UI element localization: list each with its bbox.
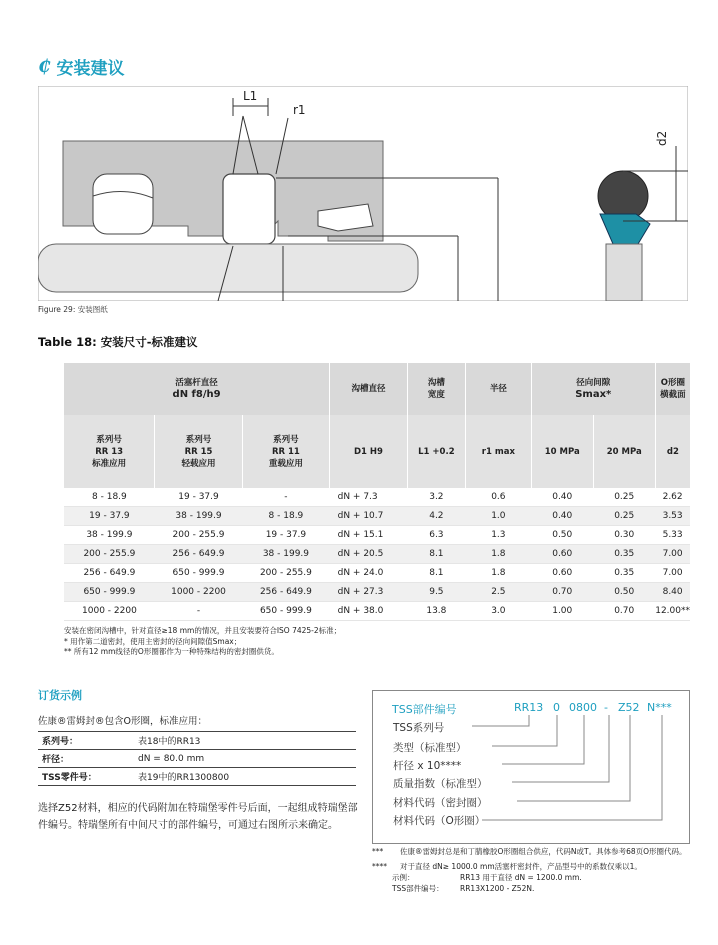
table-cell: 0.70 bbox=[531, 583, 593, 602]
table-cell: 0.35 bbox=[593, 545, 655, 564]
table-cell: dN + 27.3 bbox=[330, 583, 408, 602]
footnote-2: 对于直径 dN≥ 1000.0 mm活塞杆密封件，产品型号中的系数仅乘以1。 bbox=[400, 862, 642, 871]
code-quality: - bbox=[604, 701, 608, 714]
table-cell: 19 - 37.9 bbox=[64, 507, 155, 526]
order-value: dN = 80.0 mm bbox=[134, 750, 356, 768]
table-cell: 0.6 bbox=[465, 488, 531, 507]
table-cell: 0.60 bbox=[531, 545, 593, 564]
col-oring: O形圈 横截面 bbox=[655, 363, 690, 415]
table-cell: 0.60 bbox=[531, 564, 593, 583]
partno-item-diameter: 杆径 x 10**** bbox=[393, 760, 462, 772]
footnote-1: 佐康®雷姆封总是和丁腈橡胶O形圈组合供应，代码N或T。具体参考68页O形圈代码。 bbox=[400, 847, 687, 856]
table-row bbox=[64, 545, 690, 564]
rod-group-sub: dN f8/h9 bbox=[172, 389, 221, 400]
col-20mpa: 20 MPa bbox=[593, 415, 655, 488]
code-series: RR13 bbox=[514, 701, 544, 714]
example-partno-key: TSS部件编号： bbox=[392, 884, 444, 893]
table-cell: 8 - 18.9 bbox=[64, 488, 155, 507]
col-radius: 半径 bbox=[465, 363, 531, 415]
col-l1: L1 +0.2 bbox=[407, 415, 465, 488]
table-cell: 0.50 bbox=[593, 583, 655, 602]
order-example-table bbox=[38, 731, 356, 786]
table-cell: 9.5 bbox=[407, 583, 465, 602]
col-10mpa: 10 MPa bbox=[531, 415, 593, 488]
table-cell: 256 - 649.9 bbox=[155, 545, 242, 564]
col-r1max: r1 max bbox=[465, 415, 531, 488]
table-cell: 6.3 bbox=[407, 526, 465, 545]
table-cell: 19 - 37.9 bbox=[155, 488, 242, 507]
table-cell: 38 - 199.9 bbox=[64, 526, 155, 545]
table-cell: dN + 7.3 bbox=[330, 488, 408, 507]
table-cell: 4.2 bbox=[407, 507, 465, 526]
table-cell: 1.0 bbox=[465, 507, 531, 526]
table-cell: 2.5 bbox=[465, 583, 531, 602]
table-cell: 256 - 649.9 bbox=[242, 583, 329, 602]
table-row bbox=[64, 488, 690, 507]
table-cell: 650 - 999.9 bbox=[242, 602, 329, 621]
col-rr11: 系列号 RR 11 重载应用 bbox=[242, 415, 329, 488]
table-cell: 0.30 bbox=[593, 526, 655, 545]
table-row bbox=[64, 602, 690, 621]
col-groove-diameter: 沟槽直径 bbox=[330, 363, 408, 415]
col-rr13: 系列号 RR 13 标准应用 bbox=[64, 415, 155, 488]
table-cell: 3.53 bbox=[655, 507, 690, 526]
table-row bbox=[64, 507, 690, 526]
table-cell: 0.25 bbox=[593, 507, 655, 526]
order-key: 系列号： bbox=[38, 732, 134, 750]
radial-gap-label: 径向间隙 bbox=[576, 378, 611, 388]
col-group-radial-gap bbox=[531, 363, 655, 415]
order-row bbox=[38, 732, 356, 750]
note-3: ** 所有12 mm线径的O形圈都作为一种特殊结构的密封圈供货。 bbox=[64, 647, 279, 656]
col-rr15: 系列号 RR 15 轻载应用 bbox=[155, 415, 242, 488]
partno-item-seal-material: 材料代码（密封圈） bbox=[393, 797, 488, 809]
table-cell: 1000 - 2200 bbox=[155, 583, 242, 602]
order-value: 表19中的RR1300800 bbox=[134, 768, 356, 786]
table-cell: 5.33 bbox=[655, 526, 690, 545]
partno-item-series: TSS系列号 bbox=[393, 722, 445, 734]
table-title: Table 18: 安装尺寸-标准建议 bbox=[38, 335, 198, 349]
order-row bbox=[38, 768, 356, 786]
code-seal-material: Z52 bbox=[618, 701, 640, 714]
table-cell: - bbox=[242, 488, 329, 507]
table-cell: 200 - 255.9 bbox=[64, 545, 155, 564]
example-partno-value: RR13X1200 - Z52N. bbox=[460, 884, 535, 893]
table-cell: 8.1 bbox=[407, 545, 465, 564]
table-cell: 12.00** bbox=[655, 602, 690, 621]
table-cell: dN + 24.0 bbox=[330, 564, 408, 583]
table-cell: dN + 15.1 bbox=[330, 526, 408, 545]
table-cell: 0.35 bbox=[593, 564, 655, 583]
table-cell: - bbox=[155, 602, 242, 621]
order-value: 表18中的RR13 bbox=[134, 732, 356, 750]
table-cell: 0.70 bbox=[593, 602, 655, 621]
code-type: 0 bbox=[553, 701, 560, 714]
order-example-intro: 佐康®雷姆封®包含O形圈，标准应用： bbox=[38, 716, 207, 727]
rod-group-label: 活塞杆直径 bbox=[175, 378, 218, 388]
note-2: * 用作第二道密封，使用主密封的径向间隙值Smax； bbox=[64, 636, 242, 646]
table-cell: 8 - 18.9 bbox=[242, 507, 329, 526]
order-row bbox=[38, 750, 356, 768]
table-cell: 1.8 bbox=[465, 545, 531, 564]
footnote-mark: *** bbox=[372, 847, 384, 856]
section-title bbox=[38, 54, 125, 79]
label-r1: r1 bbox=[293, 103, 306, 117]
example-key: 示例： bbox=[392, 873, 415, 882]
figure-caption: Figure 29: 安装图纸 bbox=[38, 305, 108, 314]
table-cell: 1.3 bbox=[465, 526, 531, 545]
order-example-title: 订货示例 bbox=[38, 689, 82, 702]
order-key: 杆径： bbox=[38, 750, 134, 768]
col-d1: D1 H9 bbox=[330, 415, 408, 488]
table-cell: 2.62 bbox=[655, 488, 690, 507]
partno-item-type: 类型（标准型） bbox=[393, 742, 467, 754]
table-cell: 0.50 bbox=[531, 526, 593, 545]
brand-mark-icon: ₵ bbox=[38, 56, 51, 77]
col-d2: d2 bbox=[655, 415, 690, 488]
col-groove-width: 沟槽 宽度 bbox=[407, 363, 465, 415]
table-cell: dN + 10.7 bbox=[330, 507, 408, 526]
table-cell: 200 - 255.9 bbox=[242, 564, 329, 583]
installation-dimensions-table bbox=[64, 363, 690, 621]
table-cell: 38 - 199.9 bbox=[242, 545, 329, 564]
table-cell: 7.00 bbox=[655, 564, 690, 583]
radial-gap-sub: Smax* bbox=[575, 389, 612, 400]
table-cell: 7.00 bbox=[655, 545, 690, 564]
table-notes bbox=[64, 626, 341, 658]
table-row bbox=[64, 583, 690, 602]
order-key: TSS零件号： bbox=[38, 768, 134, 786]
table-cell: dN + 20.5 bbox=[330, 545, 408, 564]
table-cell: 0.40 bbox=[531, 507, 593, 526]
table-row bbox=[64, 526, 690, 545]
table-cell: 38 - 199.9 bbox=[155, 507, 242, 526]
table-cell: 8.1 bbox=[407, 564, 465, 583]
code-diameter: 0800 bbox=[569, 701, 597, 714]
table-row bbox=[64, 564, 690, 583]
table-cell: 3.2 bbox=[407, 488, 465, 507]
table-cell: 650 - 999.9 bbox=[64, 583, 155, 602]
table-cell: 1.00 bbox=[531, 602, 593, 621]
partno-item-quality: 质量指数（标准型） bbox=[393, 778, 488, 790]
table-cell: 200 - 255.9 bbox=[155, 526, 242, 545]
table-cell: 8.40 bbox=[655, 583, 690, 602]
col-group-rod-diameter bbox=[64, 363, 330, 415]
table-cell: 256 - 649.9 bbox=[64, 564, 155, 583]
label-L1: L1 bbox=[243, 89, 258, 103]
table-cell: 0.40 bbox=[531, 488, 593, 507]
order-description: 选择Z52材料，相应的代码附加在特瑞堡零件号后面，一起组成特瑞堡部件编号。特瑞堡所有中间尺寸的部件编号，可通过右图所示来确定。 bbox=[38, 803, 358, 831]
part-number-label: TSS部件编号 bbox=[392, 703, 457, 716]
table-cell: 1.8 bbox=[465, 564, 531, 583]
table-cell: 650 - 999.9 bbox=[155, 564, 242, 583]
table-cell: 0.25 bbox=[593, 488, 655, 507]
note-1: 安装在密闭沟槽中，针对直径≥18 mm的情况，并且安装要符合ISO 7425-2标准； bbox=[64, 626, 342, 635]
table-cell: 13.8 bbox=[407, 602, 465, 621]
footnote-mark: **** bbox=[372, 862, 387, 871]
table-cell: dN + 38.0 bbox=[330, 602, 408, 621]
partno-item-oring-material: 材料代码（O形圈） bbox=[393, 815, 486, 827]
table-cell: 1000 - 2200 bbox=[64, 602, 155, 621]
installation-drawing bbox=[38, 86, 688, 301]
footnotes bbox=[372, 846, 688, 894]
table-cell: 3.0 bbox=[465, 602, 531, 621]
section-title-text: 安装建议 bbox=[56, 59, 125, 79]
label-d2: d2 bbox=[655, 130, 669, 146]
table-cell: 19 - 37.9 bbox=[242, 526, 329, 545]
code-oring-material: N*** bbox=[647, 701, 672, 714]
example-value: RR13 用于直径 dN = 1200.0 mm. bbox=[460, 873, 582, 882]
